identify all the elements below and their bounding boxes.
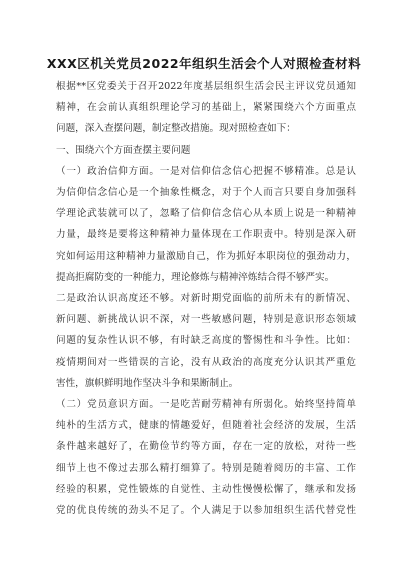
text-line: （二）党员意识方面。一是吃苦耐劳精神有所弱化。始终坚持简单 [56, 399, 356, 411]
text-line: 纯朴的生活方式，健康的情趣爱好，但随着社会经济的发展，生活 [56, 420, 356, 432]
text-line: 学理论武装就可以了，忽略了信仰信念信心从本质上说是一种精神 [56, 208, 356, 220]
text-line: 究如何运用这种精神力量激励自己，作为抓好本职岗位的强劲动力， [56, 250, 356, 262]
text-line: 提高拒腐防变的一种能力，理论修炼与精神淬炼结合得不够严实。 [56, 271, 335, 283]
document-body [56, 76, 356, 521]
text-line: （一）政治信仰方面。一是对信仰信念信心把握不够精准。总是认 [56, 165, 356, 177]
text-line: 细节上也不像过去那么精打细算了。特别是随着阅历的丰富、工作 [56, 462, 356, 474]
text-line: 经验的积累，党性锻炼的自觉性、主动性慢慢松懈了，继承和发扬 [56, 483, 356, 495]
text-line: 力量，最终是要将这种精神力量体现在工作职责中。特别是深入研 [56, 229, 356, 241]
text-line: 根据**区党委关于召开2022年度基层组织生活会民主评议党员通知 [56, 81, 356, 92]
document-title: XXX区机关党员2022年组织生活会个人对照检查材料 [46, 56, 362, 71]
text-line: 问题，深入查摆问题，制定整改措施。现对照检查如下： [56, 123, 296, 135]
text-line: 精神，在会前认真组织理论学习的基础上，紧紧围绕六个方面重点 [56, 102, 356, 114]
text-line: 为信仰信念信心是一个抽象性概念，对于个人而言只要自身加强科 [56, 187, 356, 199]
section-heading: 一、围绕六个方面查摆主要问题 [56, 144, 191, 156]
text-line: 二是政治认识高度还不够。对新时期党面临的前所未有的新情况、 [56, 293, 356, 305]
text-line: 问题的复杂性认识不够，有时缺乏高度的警惕性和斗争性。比如： [56, 335, 356, 347]
text-line: 党的优良传统的劲头不足了。个人满足于以参加组织生活代替党性 [56, 505, 356, 517]
text-line: 害性，旗帜鲜明地作坚决斗争和果断制止。 [56, 377, 239, 389]
text-line: 条件越来越好了，在勤俭节约等方面，存在一定的放松，对待一些 [56, 441, 356, 453]
text-line: 疫情期间对一些错误的言论，没有从政治的高度充分认识其严重危 [56, 356, 356, 368]
text-line: 新问题、新挑战认识不深，对一些敏感问题，特别是意识形态领域 [56, 314, 356, 326]
